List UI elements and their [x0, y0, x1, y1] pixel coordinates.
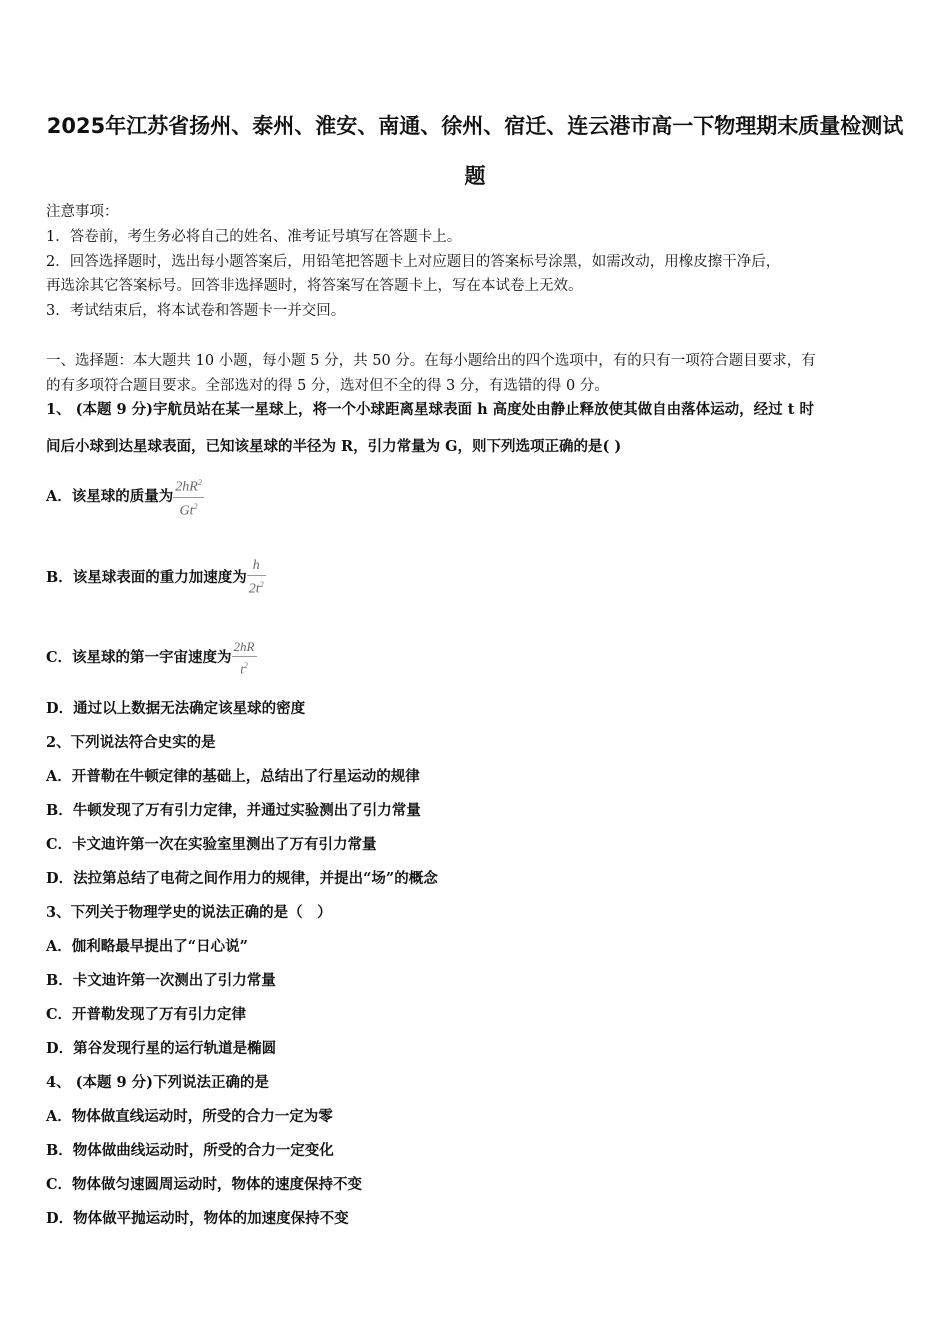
q1-option-c-fraction — [232, 638, 257, 678]
q3-stem: 3、下列关于物理学史的说法正确的是（ ） — [46, 904, 332, 921]
q2-option-a: A．开普勒在牛顿定律的基础上，总结出了行星运动的规律 — [46, 768, 420, 785]
q3-option-a: A．伽利略最早提出了“日心说” — [46, 938, 248, 955]
q1-option-c-denominator: $t^2$ — [240, 661, 248, 677]
q2-option-b: B．牛顿发现了万有引力定律，并通过实验测出了引力常量 — [46, 802, 421, 819]
q1-option-c — [46, 638, 257, 678]
q4-stem: 4、 (本题 9 分)下列说法正确的是 — [46, 1074, 270, 1091]
section-intro-a: 一、选择题：本大题共 10 小题，每小题 5 分，共 50 分。在每小题给出的四个选项中，有的只有一项符合题目要求，有 — [46, 353, 816, 369]
q1-option-c-text: C．该星球的第一宇宙速度为 — [46, 649, 232, 667]
q1-stem-a: 1、 (本题 9 分)宇航员站在某一星球上，将一个小球距离星球表面 h 高度处由静止释放使其做自由落体运动，经过 t 时 — [46, 401, 814, 418]
section-intro-b: 的有多项符合题目要求。全部选对的得 5 分，选对但不全的得 3 分，有选错的得 0 分。 — [46, 378, 609, 394]
notice-item-3: 3．考试结束后，将本试卷和答题卡一并交回。 — [46, 303, 346, 319]
q1-option-a-numerator: $2hR^2$ — [175, 478, 202, 495]
q1-option-a — [46, 474, 204, 520]
notice-heading: 注意事项： — [46, 204, 119, 220]
exam-title-line2: 题 — [464, 164, 486, 188]
q1-option-d: D．通过以上数据无法确定该星球的密度 — [46, 700, 306, 717]
q1-option-c-numerator: 2hR — [233, 639, 255, 654]
q4-option-d: D．物体做平抛运动时，物体的加速度保持不变 — [46, 1210, 349, 1227]
q3-option-d: D．第谷发现行星的运行轨道是椭圆 — [46, 1040, 277, 1057]
q1-option-b-denominator: $2t^2$ — [248, 580, 264, 597]
q1-option-b — [46, 557, 266, 599]
exam-title-line1: 2025年江苏省扬州、泰州、淮安、南通、徐州、宿迁、连云港市高一下物理期末质量检测试 — [46, 114, 904, 138]
notice-item-1: 1．答卷前，考生务必将自己的姓名、准考证号填写在答题卡上。 — [46, 229, 462, 245]
q1-option-b-numerator: h — [252, 558, 260, 573]
q4-option-a: A．物体做直线运动时，所受的合力一定为零 — [46, 1108, 333, 1125]
notice-item-2a: 2．回答选择题时，选出每小题答案后，用铅笔把答题卡上对应题目的答案标号涂黑，如需改动，用橡皮擦干净后， — [46, 254, 781, 270]
q1-option-a-denominator: Gt$^2$ — [179, 501, 198, 519]
q1-option-b-text: B．该星球表面的重力加速度为 — [46, 568, 247, 586]
q1-stem-b: 间后小球到达星球表面，已知该星球的半径为 R，引力常量为 G，则下列选项正确的是( ) — [46, 438, 622, 455]
q3-option-c: C．开普勒发现了万有引力定律 — [46, 1006, 247, 1023]
q1-option-a-fraction — [173, 474, 204, 520]
q1-option-a-text: A．该星球的质量为 — [46, 488, 174, 506]
q2-stem: 2、下列说法符合史实的是 — [46, 734, 216, 751]
q2-option-d: D．法拉第总结了电荷之间作用力的规律，并提出“场”的概念 — [46, 870, 438, 887]
notice-item-2b: 再选涂其它答案标号。回答非选择题时，将答案写在答题卡上，写在本试卷上无效。 — [46, 278, 583, 294]
q4-option-c: C．物体做匀速圆周运动时，物体的速度保持不变 — [46, 1176, 363, 1193]
q2-option-c: C．卡文迪许第一次在实验室里测出了万有引力常量 — [46, 836, 377, 853]
q1-option-b-fraction — [247, 557, 266, 599]
q4-option-b: B．物体做曲线运动时，所受的合力一定变化 — [46, 1142, 334, 1159]
q3-option-b: B．卡文迪许第一次测出了引力常量 — [46, 972, 276, 989]
